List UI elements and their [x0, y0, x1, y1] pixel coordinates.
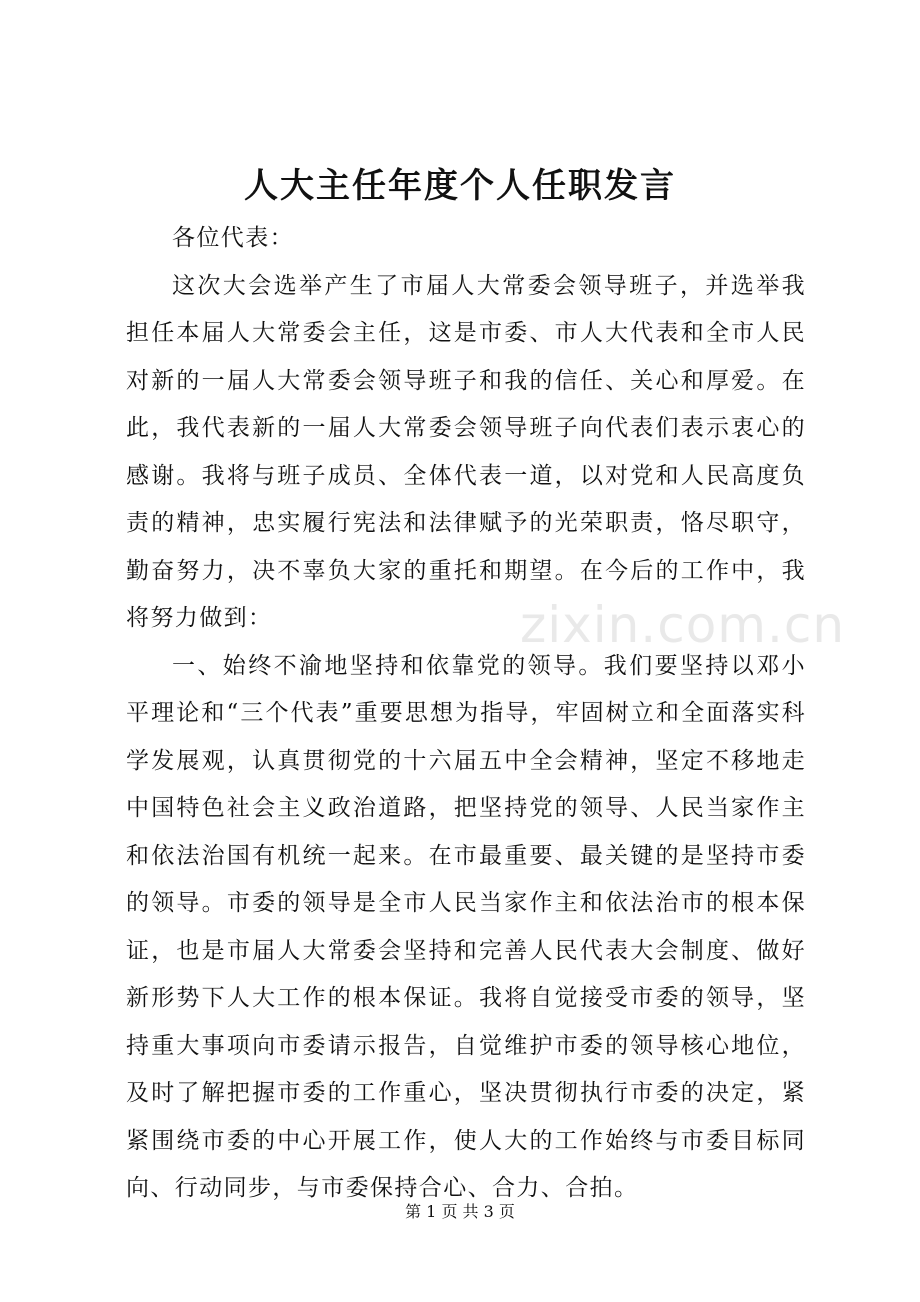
salutation-paragraph: 各位代表： — [172, 225, 294, 251]
point-one-paragraph: 一、始终不渝地坚持和依靠党的领导。我们要坚持以邓小平理论和“三个代表”重要思想为指导，牢固树立和全面落实科学发展观，认真贯彻党的十六届五中全会精神，坚定不移地走中国特色社会主义政治道路，把坚持党的领导、人民当家作主和依法治国有机统一起来。在市最重要、最关键的是坚持市委的领导。市委的领导是全市人民当家作主和依法治市的根本保证，也是市届人大常委会坚持和完善人民代表大会制度、做好新形势下人大工作的根本保证。我将自觉接受市委的领导，坚持重大事项向市委请示报告，自觉维护市委的领导核心地位，及时了解把握市委的工作重心，坚决贯彻执行市委的决定，紧紧围绕市委的中心开展工作，使人大的工作始终与市委目标同向、行动同步，与市委保持合心、合力、合拍。 — [126, 652, 806, 1201]
intro-paragraph: 这次大会选举产生了市届人大常委会领导班子，并选举我担任本届人大常委会主任，这是市委、市人大代表和全市人民对新的一届人大常委会领导班子和我的信任、关心和厚爱。在此，我代表新的一届人大常委会领导班子向代表们表示衷心的感谢。我将与班子成员、全体代表一道，以对党和人民高度负责的精神，忠实履行宪法和法律赋予的光荣职责，恪尽职守，勤奋努力，决不辜负大家的重托和期望。在今后的工作中，我将努力做到： — [126, 272, 806, 631]
page-footer: 第 1 页 共 3 页 — [405, 1202, 515, 1221]
document-body — [126, 215, 806, 1213]
document-title: 人大主任年度个人任职发言 — [244, 166, 676, 206]
watermark: zixin.com.cn — [520, 596, 846, 654]
